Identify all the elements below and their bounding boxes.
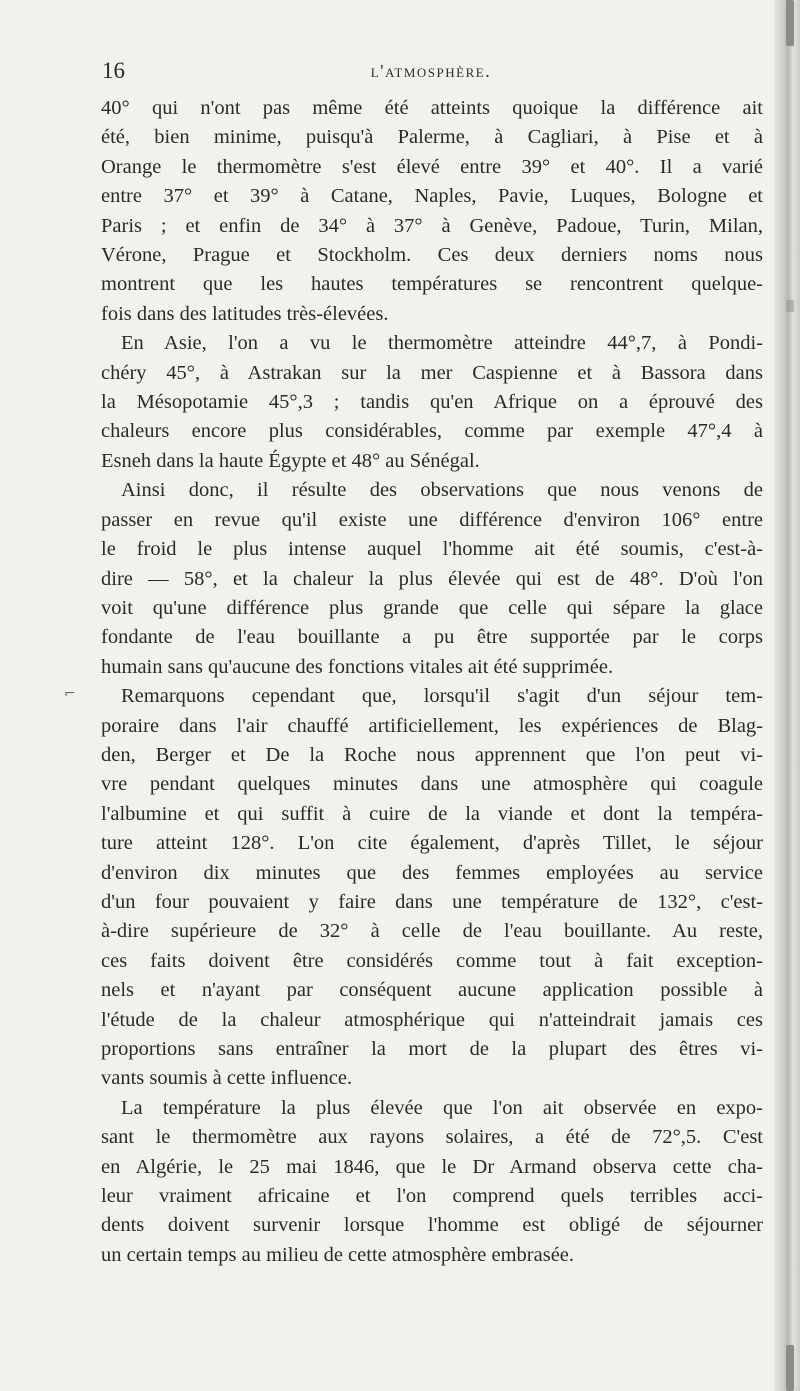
body-text (101, 94, 763, 1270)
text-line: den, Berger et De la Roche nous apprennent que l'on peut vi- (101, 743, 763, 766)
page-header (100, 58, 762, 84)
text-line: humain sans qu'aucune des fonctions vitales ait été supprimée. (101, 655, 614, 678)
text-line: Remarquons cependant que, lorsqu'il s'agit d'un séjour tem- (121, 685, 763, 708)
text-line: passer en revue qu'il existe une différence d'environ 106° entre (101, 508, 763, 531)
text-line: Orange le thermomètre s'est élevé entre 39° et 40°. Il a varié (101, 155, 763, 178)
text-line: proportions sans entraîner la mort de la plupart des êtres vi- (101, 1038, 763, 1060)
text-line: La température la plus élevée que l'on ait observée en expo- (121, 1096, 763, 1119)
margin-pencil-mark: ⌐ (64, 686, 76, 702)
text-line: Ainsi donc, il résulte des observations que nous venons de (121, 479, 763, 502)
text-line: fondante de l'eau bouillante a pu être supportée par le corps (101, 626, 763, 649)
text-line: d'environ dix minutes que des femmes employées au service (101, 861, 763, 884)
text-line: à-dire supérieure de 32° à celle de l'eau bouillante. Au reste, (101, 920, 763, 943)
binding-shadow-mark (786, 300, 794, 312)
text-line: dire — 58°, et la chaleur la plus élevée qui est de 48°. D'où l'on (101, 567, 763, 590)
text-line: le froid le plus intense auquel l'homme ait été soumis, c'est-à- (101, 538, 763, 561)
text-line: un certain temps au milieu de cette atmosphère embrasée. (101, 1243, 575, 1266)
text-line: ces faits doivent être considérés comme tout à fait exception- (101, 949, 763, 972)
binding-shadow-mark (786, 0, 794, 46)
running-title: l'atmosphère. (370, 61, 492, 81)
text-line: leur vraiment africaine et l'on comprend quels terribles acci- (101, 1185, 763, 1208)
text-line: l'étude de la chaleur atmosphérique qui n'atteindrait jamais ces (101, 1008, 763, 1031)
binding-shadow-mark (786, 1345, 794, 1391)
text-line: vre pendant quelques minutes dans une atmosphère qui coagule (101, 773, 763, 796)
page-binding-edge (774, 0, 800, 1391)
text-line: sant le thermomètre aux rayons solaires, a été de 72°,5. C'est (101, 1126, 763, 1149)
text-line: été, bien minime, puisqu'à Palerme, à Cagliari, à Pise et à (101, 126, 763, 149)
text-line: dents doivent survenir lorsque l'homme est obligé de séjourner (101, 1214, 763, 1237)
text-line: poraire dans l'air chauffé artificiellement, les expériences de Blag- (101, 714, 763, 737)
text-line: chéry 45°, à Astrakan sur la mer Caspienne et à Bassora dans (101, 361, 763, 384)
text-line: montrent que les hautes températures se rencontrent quelque- (101, 273, 763, 296)
text-line: voit qu'une différence plus grande que celle qui sépare la glace (101, 596, 763, 619)
text-line: Vérone, Prague et Stockholm. Ces deux derniers noms nous (101, 244, 763, 267)
text-line: vants soumis à cette influence. (101, 1067, 353, 1090)
text-line: la Mésopotamie 45°,3 ; tandis qu'en Afrique on a éprouvé des (101, 391, 763, 414)
text-line: 40° qui n'ont pas même été atteints quoique la différence ait (101, 97, 763, 119)
text-line: En Asie, l'on a vu le thermomètre atteindre 44°,7, à Pondi- (121, 332, 763, 355)
text-line: chaleurs encore plus considérables, comme par exemple 47°,4 à (101, 420, 763, 443)
page-number: 16 (102, 58, 125, 83)
text-line: d'un four pouvaient y faire dans une température de 132°, c'est- (101, 890, 763, 913)
text-line: l'albumine et qui suffit à cuire de la viande et dont la tempéra- (101, 802, 763, 825)
text-line: fois dans des latitudes très-élevées. (101, 302, 389, 325)
text-line: en Algérie, le 25 mai 1846, que le Dr Armand observa cette cha- (101, 1155, 763, 1178)
text-line: ture atteint 128°. L'on cite également, d'après Tillet, le séjour (101, 832, 763, 855)
text-line: Paris ; et enfin de 34° à 37° à Genève, Padoue, Turin, Milan, (101, 214, 763, 237)
text-line: entre 37° et 39° à Catane, Naples, Pavie, Luques, Bologne et (101, 185, 763, 208)
text-line: nels et n'ayant par conséquent aucune application possible à (101, 979, 763, 1002)
text-line: Esneh dans la haute Égypte et 48° au Sénégal. (101, 449, 480, 472)
